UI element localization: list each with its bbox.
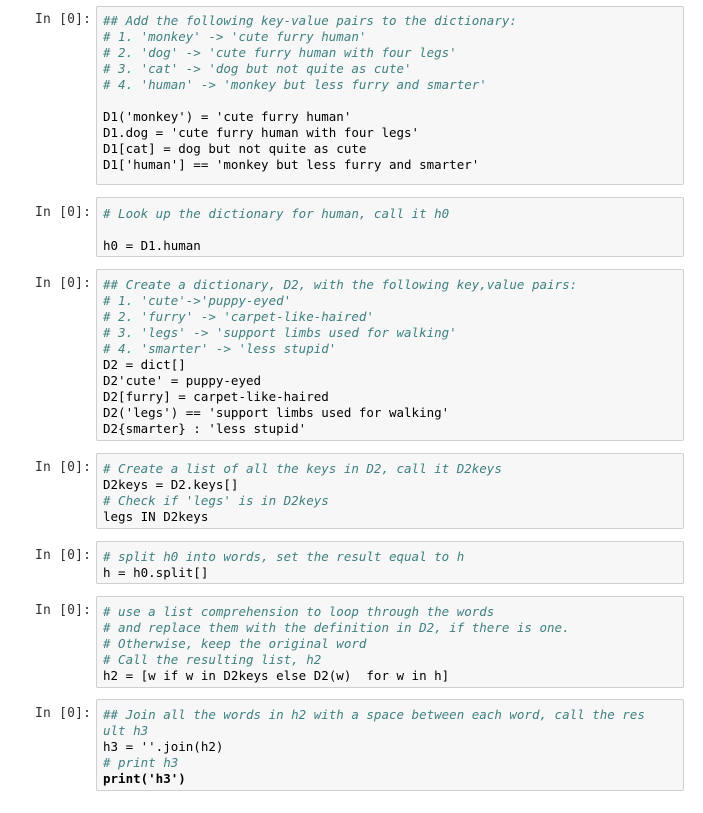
code-line: h0 = D1.human <box>103 238 201 253</box>
code-line: D1[cat] = dog but not quite as cute <box>103 141 367 156</box>
code-line: # Look up the dictionary for human, call it h0 <box>103 206 450 221</box>
code-line: # and replace them with the definition in D2, if there is one. <box>103 620 570 635</box>
code-line: D1['human'] == 'monkey but less furry and smarter' <box>103 157 480 172</box>
input-prompt: In [0]: <box>35 460 92 475</box>
code-line: h = h0.split[] <box>103 565 209 580</box>
code-line: ## Create a dictionary, D2, with the following key,value pairs: <box>103 277 578 292</box>
code-line: # split h0 into words, set the result equal to h <box>103 549 465 564</box>
code-line: D2('legs') == 'support limbs used for walking' <box>103 405 450 420</box>
code-line: # Check if 'legs' is in D2keys <box>103 493 329 508</box>
code-line <box>103 222 677 238</box>
code-editor[interactable] <box>96 197 684 257</box>
code-line: # 2. 'furry' -> 'carpet-like-haired' <box>103 309 374 324</box>
code-line: # 1. 'monkey' -> 'cute furry human' <box>103 29 367 44</box>
input-prompt: In [0]: <box>35 276 92 291</box>
code-line: # 2. 'dog' -> 'cute furry human with four legs' <box>103 45 457 60</box>
code-editor[interactable] <box>96 596 684 688</box>
code-line: ult h3 <box>103 723 149 738</box>
code-line: print('h3') <box>103 771 186 786</box>
code-line: # 4. 'human' -> 'monkey but less furry and smarter' <box>103 77 487 92</box>
code-line: h3 = ''.join(h2) <box>103 739 224 754</box>
code-line: # print h3 <box>103 755 179 770</box>
code-line: # Otherwise, keep the original word <box>103 636 367 651</box>
code-line: # use a list comprehension to loop through the words <box>103 604 495 619</box>
code-line: legs IN D2keys <box>103 509 209 524</box>
code-line: ## Add the following key-value pairs to the dictionary: <box>103 13 517 28</box>
input-prompt: In [0]: <box>35 548 92 563</box>
input-prompt: In [0]: <box>35 12 92 27</box>
code-line: # 3. 'cat' -> 'dog but not quite as cute' <box>103 61 412 76</box>
input-prompt: In [0]: <box>35 205 92 220</box>
code-line: D2[furry] = carpet-like-haired <box>103 389 329 404</box>
code-line: # Create a list of all the keys in D2, call it D2keys <box>103 461 502 476</box>
code-editor[interactable] <box>96 699 684 791</box>
code-line: D2keys = D2.keys[] <box>103 477 239 492</box>
code-line: D2'cute' = puppy-eyed <box>103 373 262 388</box>
code-editor[interactable] <box>96 541 684 584</box>
input-prompt: In [0]: <box>35 603 92 618</box>
code-line: D2 = dict[] <box>103 357 186 372</box>
code-line: # Call the resulting list, h2 <box>103 652 322 667</box>
code-line: # 3. 'legs' -> 'support limbs used for walking' <box>103 325 457 340</box>
input-prompt: In [0]: <box>35 706 92 721</box>
code-line: D1.dog = 'cute furry human with four legs' <box>103 125 420 140</box>
code-line: h2 = [w if w in D2keys else D2(w) for w in h] <box>103 668 450 683</box>
code-line: # 4. 'smarter' -> 'less stupid' <box>103 341 337 356</box>
code-line: D1('monkey') = 'cute furry human' <box>103 109 352 124</box>
code-editor[interactable] <box>96 269 684 441</box>
code-line: # 1. 'cute'->'puppy-eyed' <box>103 293 292 308</box>
code-line <box>103 93 677 109</box>
code-line: ## Join all the words in h2 with a space between each word, call the res <box>103 707 645 722</box>
code-editor[interactable] <box>96 453 684 529</box>
code-line: D2{smarter} : 'less stupid' <box>103 421 307 436</box>
code-editor[interactable] <box>96 6 684 185</box>
